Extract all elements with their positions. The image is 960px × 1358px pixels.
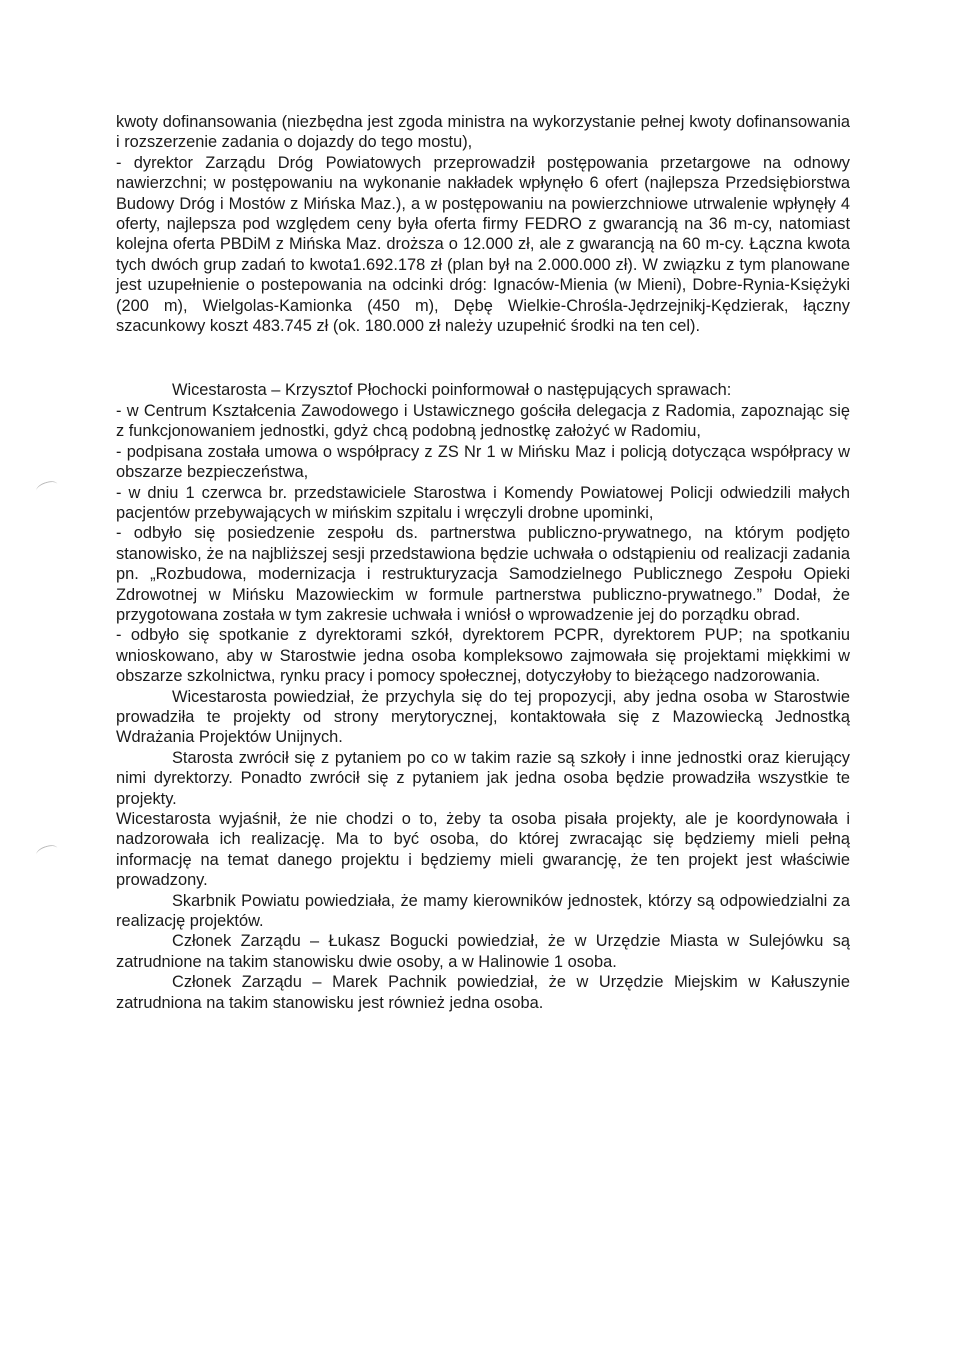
paragraph-treasurer: Skarbnik Powiatu powiedziała, że mamy kierowników jednostek, którzy są odpowiedzialni za realizację projektów. xyxy=(116,891,850,931)
paragraph-vice-starost-reply: Wicestarosta powiedział, że przychyla się do tej propozycji, aby jedna osoba w Starostwie prowadziła te projekty od strony merytorycznej, kontaktowała się z Mazowiecką Jednostką Wdrażania Projektów Unijnych. xyxy=(116,687,850,747)
paragraph-starost-question: Starosta zwrócił się z pytaniem po co w takim razie są szkoły i inne jednostki oraz kierujący nimi dyrektorzy. Ponadto zwrócił się z pytaniem jak jedna osoba będzie prowadziła wszystkie te projekty. xyxy=(116,748,850,808)
scan-artifact-mark xyxy=(35,843,59,860)
document-body xyxy=(116,112,850,1013)
scan-artifact-mark xyxy=(35,479,59,496)
paragraph-ppp-meeting: - odbyło się posiedzenie zespołu ds. partnerstwa publiczno-prywatnego, na którym podjęto stanowisko, że na najbliższej sesji przedstawiona będzie uchwała o odstąpieniu od realizacji zadania pn. „Rozbudowa, modernizacja i restrukturyzacja Samodzielnego Publicznego Zespołu Opieki Zdrowotnej w Mińsku Mazowieckim w formule partnerstwa publiczno-prywatnego.” Dodał, że przygotowana została w tym zakresie uchwała i wniósł o wprowadzenie jej do porządku obrad. xyxy=(116,524,850,624)
paragraph-continuation: kwoty dofinansowania (niezbędna jest zgoda ministra na wykorzystanie pełnej kwoty dofinansowania i rozszerzenie zadania o dojazdy do tego mostu), xyxy=(116,113,850,152)
paragraph-roads-tenders: - dyrektor Zarządu Dróg Powiatowych przeprowadził postępowania przetargowe na odnowy nawierzchni; w postępowaniu na wykonanie nakładek wpłynęło 6 ofert (najlepsza Przedsiębiorstwa Budowy Dróg i Mostów z Mińska Maz.), a w postępowaniu na powierzchniowe utrwalenie wpłynęły 4 oferty, najlepsza pod względem ceny była oferta firmy FEDRO z gwarancją na 36 m-cy, natomiast kolejna oferta PBDiM z Mińska Maz. droższa o 12.000 zł, ale z gwarancją na 60 m-cy. Łączna kwota tych dwóch grup zadań to kwota1.692.178 zł (plan był na 2.000.000 zł). W związku z tym planowane jest uzupełnienie o postepowania na odcinki dróg: Ignaców-Mienia (w Mieni), Dobre-Rynia-Księżyki (200 m), Wielgolas-Kamionka (450 m), Dębę Wielkie-Chrośla-Jędrzejnikj-Kędzierak, łączny szacunkowy koszt 483.745 zł (ok. 180.000 zł należy uzupełnić środki na ten cel). xyxy=(116,153,850,336)
paragraph-hospital-visit: - w dniu 1 czerwca br. przedstawiciele Starostwa i Komendy Powiatowej Policji odwiedzili małych pacjentów przebywających w mińskim szpitalu i wręczyli drobne upominki, xyxy=(116,483,850,522)
paragraph-school-directors: - odbyło się spotkanie z dyrektorami szkół, dyrektorem PCPR, dyrektorem PUP; na spotkaniu wnioskowano, aby w Starostwie jedna osoba kompleksowo zajmowała się projektami miękkimi w obszarze szkolnictwa, rynku pracy i pomocy społecznej, dotyczyłoby to bieżącego nadzorowania. xyxy=(116,626,850,686)
paragraph-police-agreement: - podpisana została umowa o współpracy z ZS Nr 1 w Mińsku Maz i policją dotycząca współpracy w obszarze bezpieczeństwa, xyxy=(116,442,850,482)
paragraph-vice-starost-intro: Wicestarosta – Krzysztof Płochocki poinformował o następujących sprawach: xyxy=(172,381,732,400)
paragraph-bogucki: Członek Zarządu – Łukasz Bogucki powiedział, że w Urzędzie Miasta w Sulejówku są zatrudnione na takim stanowisku dwie osoby, a w Halinowie 1 osoba. xyxy=(116,932,850,971)
paragraph-pachnik: Członek Zarządu – Marek Pachnik powiedział, że w Urzędzie Miejskim w Kałuszynie zatrudniona na takim stanowisku jest również jedna osoba. xyxy=(116,973,850,1012)
paragraph-vice-starost-explanation: Wicestarosta wyjaśnił, że nie chodzi o to, żeby ta osoba pisała projekty, ale je koordynowała i nadzorowała ich realizację. Ma to być osoba, do której zwracając się będziemy mieli pełną informację na temat danego projektu i będziemy mieli gwarancję, że ten projekt jest właściwie prowadzony. xyxy=(116,810,850,890)
paragraph-ckziu-delegation: - w Centrum Kształcenia Zawodowego i Ustawicznego gościła delegacja z Radomia, zapoznając się z funkcjonowaniem jednostki, gdyż chcą podobną jednostkę założyć w Radomiu, xyxy=(116,401,850,441)
